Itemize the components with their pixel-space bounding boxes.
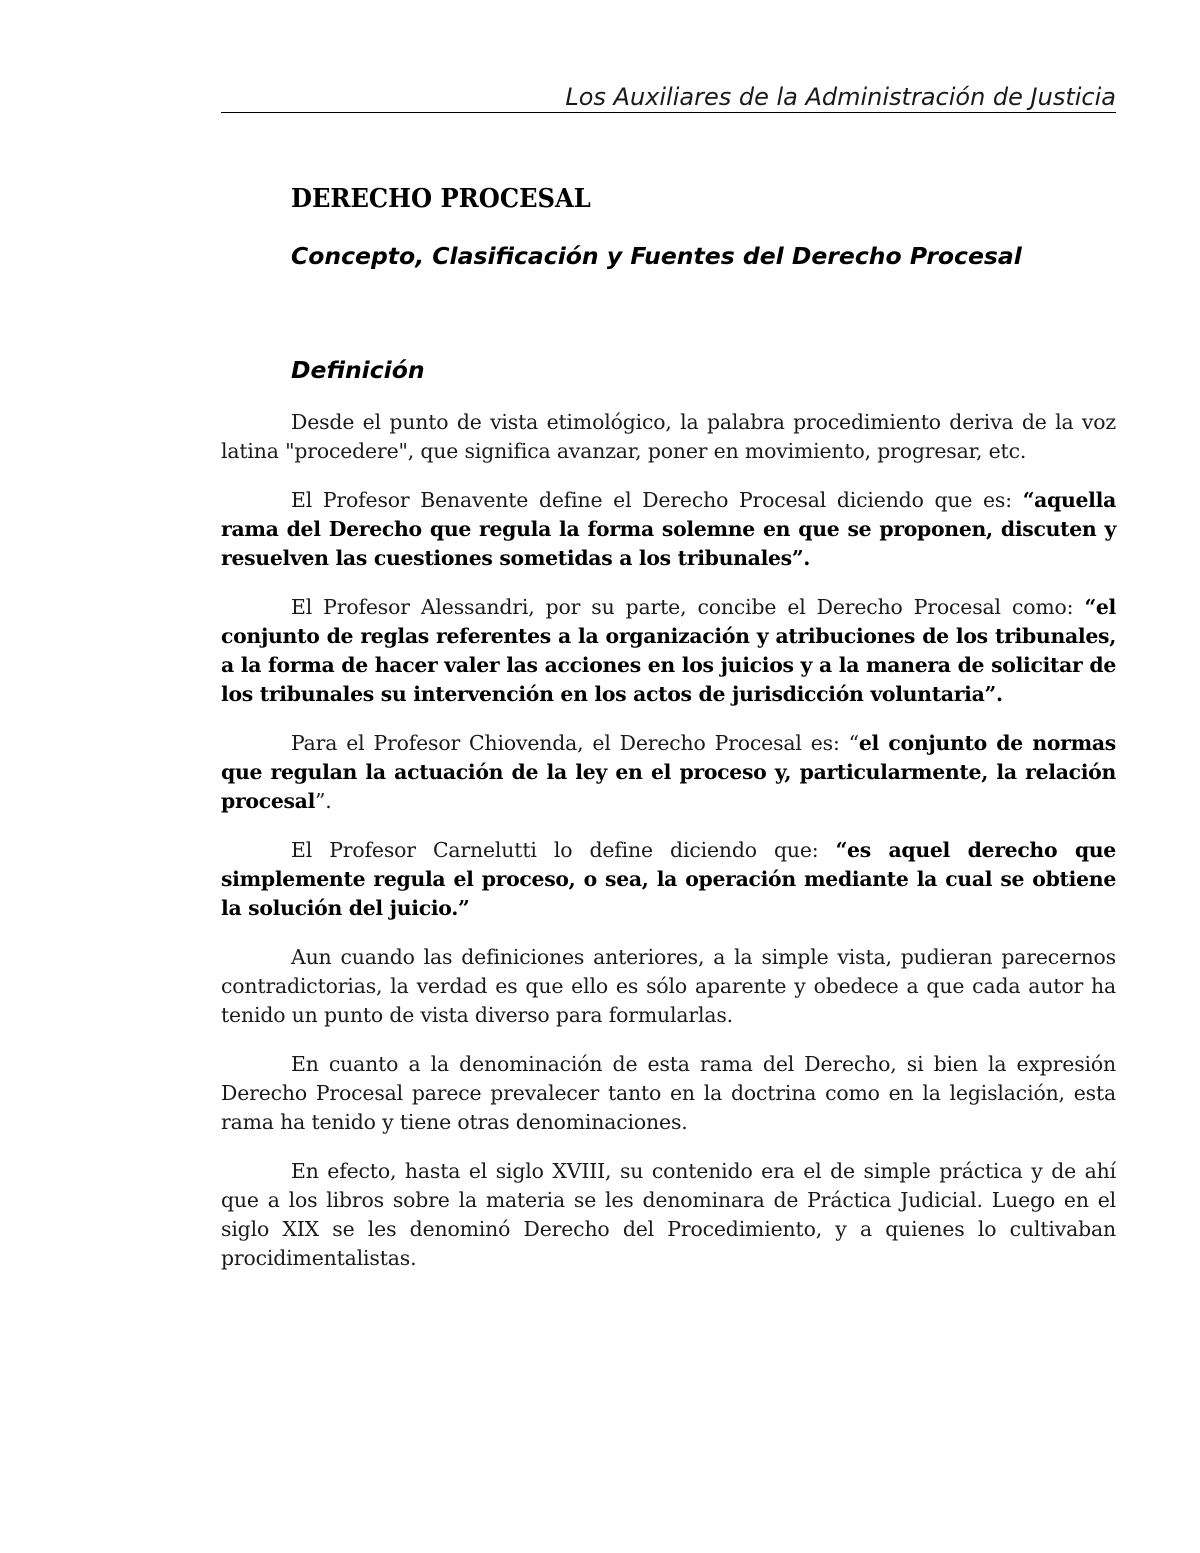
paragraph-history: En efecto, hasta el siglo XVIII, su contenido era el de simple práctica y de ahí que a los libros sobre la materia se les denominara de Práctica Judicial. Luego en el siglo XIX se les denominó Derecho del Procedimiento, y a quienes lo cultivaban procidimentalistas. bbox=[221, 1159, 1116, 1270]
document-title: DERECHO PROCESAL bbox=[291, 184, 591, 214]
running-header: Los Auxiliares de la Administración de Justicia bbox=[565, 83, 1116, 111]
paragraph-carnelutti bbox=[221, 836, 1116, 923]
definition-quote: “aquella rama del Derecho que regula la forma solemne en que se proponen, discuten y resuelven las cuestiones sometidas a los tribunales”. bbox=[221, 488, 1116, 570]
paragraph-benavente bbox=[221, 486, 1116, 573]
section-heading: Definición bbox=[291, 356, 425, 384]
paragraph-lead: Para el Profesor Chiovenda, el Derecho Procesal es: “ bbox=[291, 731, 859, 755]
definition-quote: el conjunto de normas que regulan la actuación de la ley en el proceso y, particularmente, la relación procesal bbox=[221, 731, 1116, 813]
definition-quote: “el conjunto de reglas referentes a la organización y atribuciones de los tribunales, a la forma de hacer valer las acciones en los juicios y a la manera de solicitar de los tribunales su intervención en los actos de jurisdicción voluntaria”. bbox=[221, 595, 1116, 706]
paragraph-lead: El Profesor Benavente define el Derecho Procesal diciendo que es: bbox=[291, 488, 1023, 512]
paragraph-chiovenda bbox=[221, 729, 1116, 816]
document-subtitle: Concepto, Clasificación y Fuentes del Derecho Procesal bbox=[291, 242, 1022, 270]
paragraph-contradictions: Aun cuando las definiciones anteriores, a la simple vista, pudieran parecernos contradictorias, la verdad es que ello es sólo aparente y obedece a que cada autor ha tenido un punto de vista diverso para formularlas. bbox=[221, 945, 1116, 1027]
paragraph-denomination: En cuanto a la denominación de esta rama del Derecho, si bien la expresión Derecho Procesal parece prevalecer tanto en la doctrina como en la legislación, esta rama ha tenido y tiene otras denominaciones. bbox=[221, 1052, 1116, 1134]
paragraph-tail: ”. bbox=[315, 789, 332, 813]
paragraph-etymology: Desde el punto de vista etimológico, la palabra procedimiento deriva de la voz latina "procedere", que significa avanzar, poner en movimiento, progresar, etc. bbox=[221, 410, 1116, 463]
paragraph-lead: El Profesor Alessandri, por su parte, concibe el Derecho Procesal como: bbox=[291, 595, 1085, 619]
document-body bbox=[221, 408, 1116, 1293]
definition-quote: “es aquel derecho que simplemente regula el proceso, o sea, la operación mediante la cual se obtiene la solución del juicio.” bbox=[221, 838, 1116, 920]
paragraph-lead: El Profesor Carnelutti lo define diciendo que: bbox=[291, 838, 836, 862]
header-rule bbox=[221, 112, 1116, 113]
paragraph-alessandri bbox=[221, 593, 1116, 709]
